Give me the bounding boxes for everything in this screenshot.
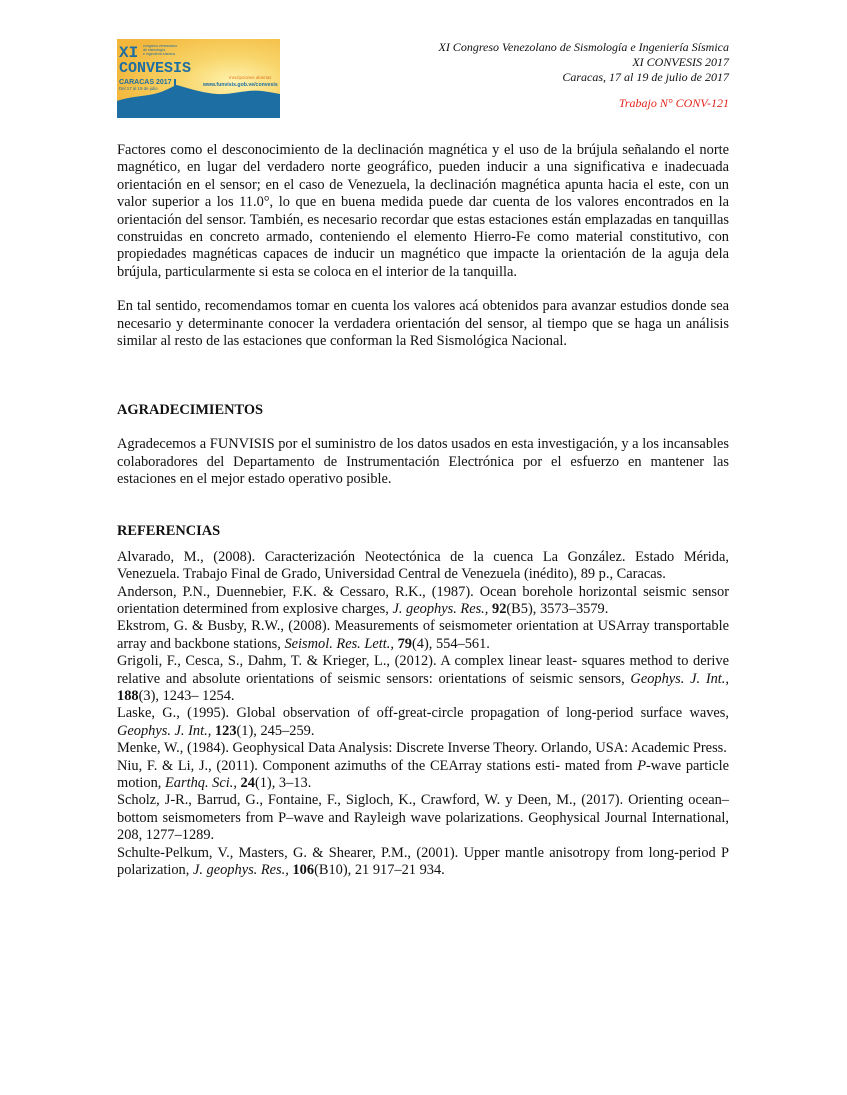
convesis-logo (117, 39, 280, 118)
reference-journal: Geophys. J. Int., (117, 722, 212, 739)
logo-roman: XI (119, 44, 139, 62)
reference-pages: (1), 3–13. (254, 774, 312, 791)
logo-tagline-1: congreso venezolano (143, 44, 178, 48)
reference-volume: 92 (492, 600, 507, 617)
reference-item (117, 705, 729, 740)
reference-pages: (B5), 3573–3579. (506, 600, 609, 617)
reference-text-cont: -wave particle motion, (117, 757, 729, 791)
tower-shape (174, 79, 176, 86)
reference-volume: 24 (240, 774, 255, 791)
reference-journal: Seismol. Res. Lett., (284, 635, 394, 652)
logo-tagline-3: e ingeniería sísmica (143, 52, 175, 56)
reference-journal: J. geophys. Res., (192, 862, 289, 878)
reference-text: Menke, W., (1984). Geophysical Data Analysis: Discrete Inverse Theory. Orlando, USA: Academic Press. (117, 740, 727, 757)
reference-pages: (B10), 21 917–21 934. (314, 862, 445, 878)
conference-header (438, 40, 729, 111)
reference-italic-term: P (637, 757, 646, 774)
reference-text: Grigoli, F., Cesca, S., Dahm, T. & Krieger, L., (2012). A complex linear least- squares method to derive relative and absolute orientations of seismic sensors: orientations of seismic sensors, (117, 653, 729, 687)
reference-text: Ekstrom, G. & Busby, R.W., (2008). Measurements of seismometer orientation at USArray transportable array and backbone stations, (117, 618, 729, 652)
reference-text: Anderson, P.N., Duennebier, F.K. & Cessaro, R.K., (1987). Ocean borehole horizontal seismic sensor orientation determined from explosive charges, (117, 583, 729, 617)
reference-journal: J. geophys. Res., (392, 600, 489, 617)
reference-volume: 123 (214, 722, 237, 739)
conclusion-paragraph-2: En tal sentido, recomendamos tomar en cuenta los valores acá obtenidos para avanzar estudios donde sea necesario y determinante conocer la verdadera orientación del sensor, al tiempo que se haga un análisis similar al resto de las estaciones que conforman la Red Sismológica Nacional. (117, 298, 729, 350)
reference-text: Scholz, J-R., Barrud, G., Fontaine, F., Sigloch, K., Crawford, W. y Deen, M., (2017). Orienting ocean–bottom seismometers from P–wave and Rayleigh wave polarizations. Geophysical Journal International, 208, 1277–1289. (117, 792, 729, 844)
reference-text: Niu, F. & Li, J., (2011). Component azimuths of the CEArray stations esti- mated from (117, 757, 638, 774)
reference-item (117, 584, 729, 619)
reference-text: Schulte-Pelkum, V., Masters, G. & Shearer, P.M., (2001). Upper mantle anisotropy from long-period P polarization, (117, 844, 729, 878)
reference-item (117, 653, 729, 705)
reference-item (117, 845, 729, 880)
paper-number: Trabajo N° CONV-121 (618, 96, 729, 110)
acknowledgements-text: Agradecemos a FUNVISIS por el suministro de los datos usados en esta investigación, y a los incansables colaboradores del Departamento de Instrumentación Electrónica por el esfuerzo en mantener las estaciones en el mejor estado operativo posible. (117, 436, 729, 488)
reference-pages: (4), 554–561. (411, 635, 490, 652)
logo-graphic (117, 39, 280, 118)
conclusion-paragraph-1: Factores como el desconocimiento de la declinación magnética y el uso de la brújula señalando el norte magnético, en lugar del verdadero norte geográfico, pueden inducir a una significativa e inadecuada orientación en el sensor; en el caso de Venezuela, la declinación magnética apunta hacia el este, con un valor superior a los 11.0°, lo que en buena medida puede dar cuenta de los valores encontrados en la orientación del sensor. También, es necesario recordar que estas estaciones están emplazadas en tanquillas construidas en concreto armado, conteniendo el elemento Hierro-Fe como material constitutivo, con propiedades magnéticas capaces de inducir un magnético que impacte la orientación de la aguja dela brújula, particularmente si esta se coloca en el interior de la tanquilla. (117, 142, 729, 280)
reference-pages: (1), 245–259. (236, 722, 315, 739)
page-content (117, 142, 729, 879)
references-section (117, 523, 729, 880)
references-heading: REFERENCIAS (117, 522, 221, 539)
logo-signup: Inscripciones abiertas (229, 75, 272, 80)
header-conference-name: XI Congreso Venezolano de Sismología e Ingeniería Sísmica (438, 40, 729, 54)
logo-url: www.funvisis.gob.ve/convesis (203, 82, 278, 88)
logo-tagline-2: de sismología (143, 48, 166, 52)
reference-item (117, 740, 729, 757)
reference-volume: 188 (117, 687, 139, 704)
reference-item (117, 549, 729, 584)
logo-name: CONVESIS (119, 60, 192, 77)
reference-item (117, 758, 729, 793)
reference-pages: (3), 1243– 1254. (138, 687, 235, 704)
reference-journal: Earthq. Sci., (164, 774, 237, 791)
header-location-date: Caracas, 17 al 19 de julio de 2017 (562, 70, 729, 84)
reference-text: Laske, G., (1995). Global observation of off-great-circle propagation of long-period surface waves, (117, 705, 729, 722)
logo-event: CARACAS 2017 (119, 79, 172, 86)
reference-item (117, 618, 729, 653)
reference-item (117, 792, 729, 844)
acknowledgements-heading: AGRADECIMIENTOS (117, 402, 264, 419)
logo-dates: Del 17 al 19 de julio (119, 86, 158, 91)
reference-volume: 106 (292, 862, 315, 878)
reference-volume: 79 (397, 635, 412, 652)
reference-journal: Geophys. J. Int., (630, 670, 729, 687)
header-edition: XI CONVESIS 2017 (632, 55, 729, 69)
reference-text: Alvarado, M., (2008). Caracterización Neotectónica de la cuenca La González. Estado Mérida, Venezuela. Trabajo Final de Grado, Universidad Central de Venezuela (inédito), 89 p., Caracas. (117, 548, 729, 583)
